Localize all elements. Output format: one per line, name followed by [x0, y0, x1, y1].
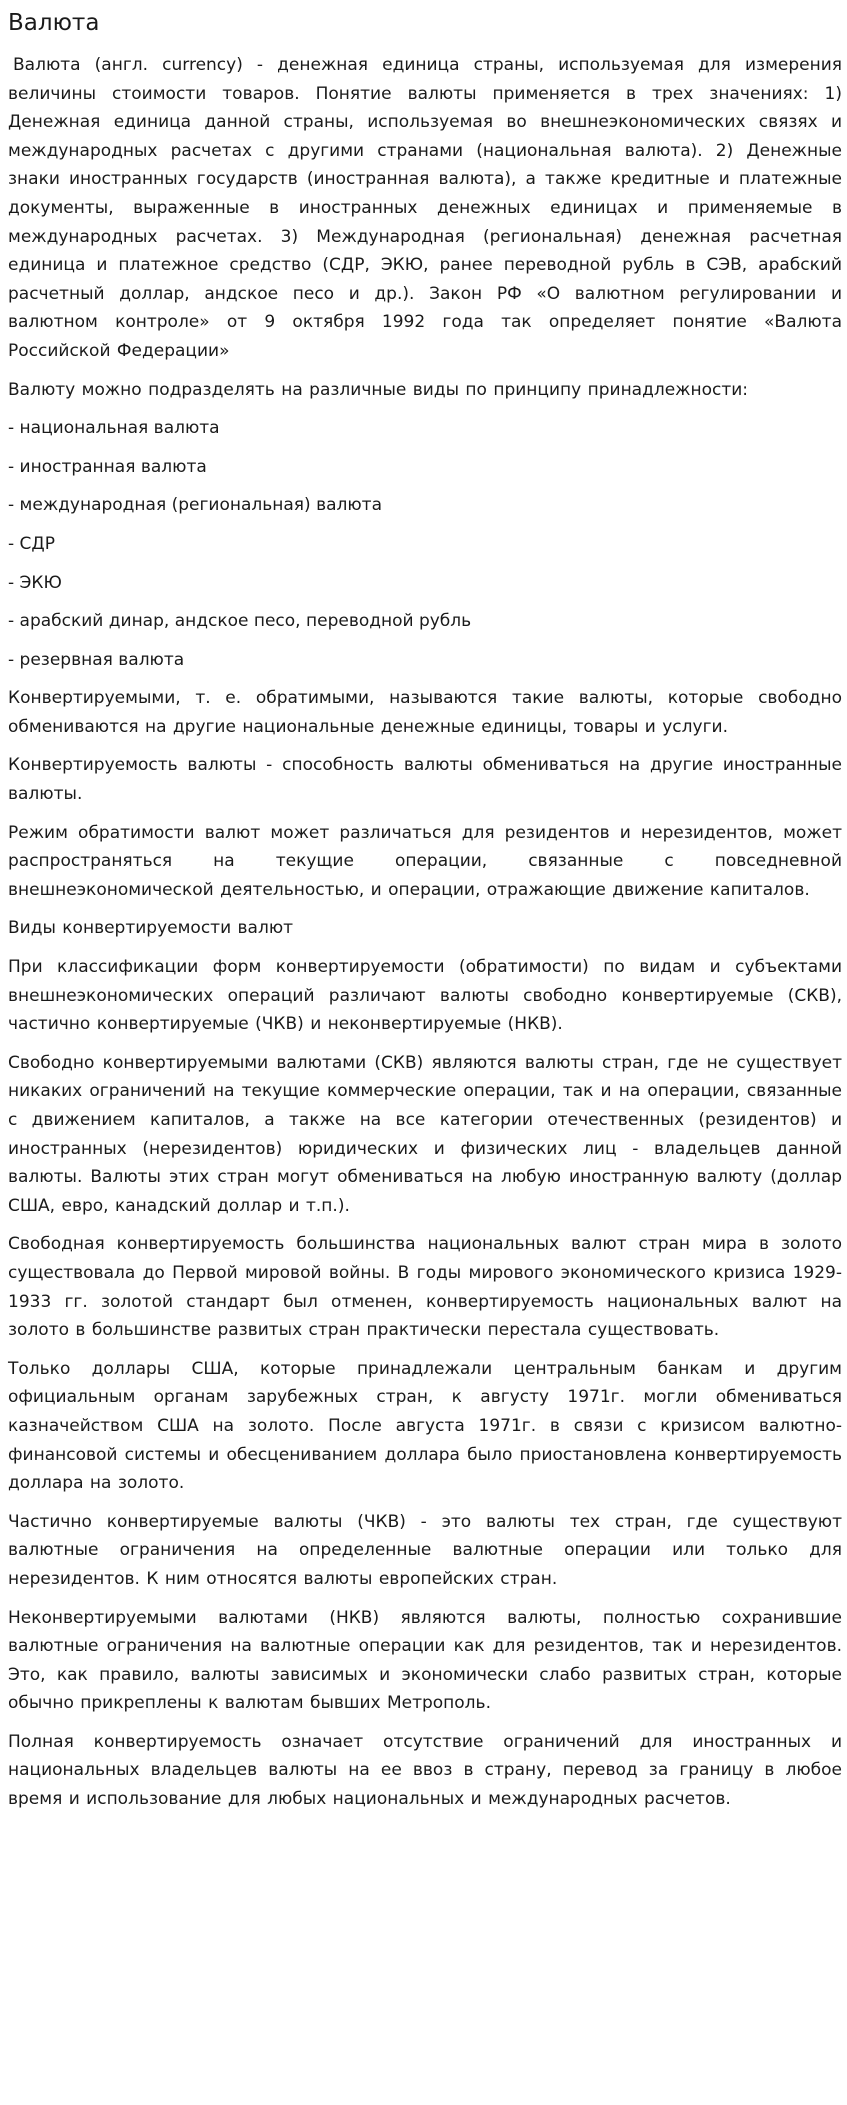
usd-paragraph: Только доллары США, которые принадлежали центральным банкам и другим официальным органам зарубежных стран, к августу 1971г. могли обмениваться казначейством США на золото. После августа 1971г. в связи с кризисом валютно-финансовой системы и обесцениванием доллара было приостановлена конвертируемость доллара на золото. [8, 1358, 842, 1494]
convertibility-definition-paragraph: Конвертируемость валюты - способность валюты обмениваться на другие иностранные валюты. [8, 755, 842, 805]
list-item: - иностранная валюта [8, 456, 207, 477]
list-item: - арабский динар, андское песо, переводной рубль [8, 611, 472, 632]
list-item: - резервная валюта [8, 649, 185, 670]
gold-paragraph: Свободная конвертируемость большинства национальных валют стран мира в золото существовала до Первой мировой войны. В годы мирового экономического кризиса 1929-1933 гг. золотой стандарт был отменен, конвертируемость национальных валют на золото в большинстве развитых стран практически перестала существовать. [8, 1234, 842, 1341]
convertible-definition-paragraph: Конвертируемыми, т. е. обратимыми, называются такие валюты, которые свободно обмениваются на другие национальные денежные единицы, товары и услуги. [8, 688, 842, 737]
list-item: - международная (региональная) валюта [8, 495, 382, 516]
page-title: Валюта [8, 10, 100, 36]
skv-paragraph: Свободно конвертируемыми валютами (СКВ) являются валюты стран, где не существует никаких ограничений на текущие коммерческие операции, так и на операции, связанные с движением капиталов, а также на все категории отечественных (резидентов) и иностранных (нерезидентов) юридических и физических лиц - владельцев данной валюты. Валюты этих стран могут обмениваться на любую иностранную валюту (доллар США, евро, канадский доллар и т.п.). [8, 1052, 842, 1216]
classification-intro-paragraph: Валюту можно подразделять на различные виды по принципу принадлежности: [8, 379, 749, 400]
intro-paragraph: Валюта (англ. currency) - денежная единица страны, используемая для измерения величины стоимости товаров. Понятие валюты применяется в трех значениях: 1) Денежная единица данной страны, используемая во внешнеэкономических связях и международных расчетах с другими странами (национальная валюта). 2) Денежные знаки иностранных государств (иностранная валюта), а также кредитные и платежные документы, выраженные в иностранных денежных единицах и применяемые в международных расчетах. 3) Международная (региональная) денежная расчетная единица и платежное средство (СДР, ЭКЮ, ранее переводной рубль в СЭВ, арабский расчетный доллар, андское песо и др.). Закон РФ «О валютном регулировании и валютном контроле» от 9 октября 1992 года так определяет понятие «Валюта Российской Федерации» [8, 55, 842, 361]
currency-types-list [8, 414, 842, 674]
nkv-paragraph: Неконвертируемыми валютами (НКВ) являются валюты, полностью сохранившие валютные ограничения на валютные операции как для резидентов, так и нерезидентов. Это, как правило, валюты зависимых и экономически слабо развитых стран, которые обычно прикреплены к валютам бывших Метрополь. [8, 1607, 842, 1714]
section-heading: Виды конвертируемости валют [8, 918, 294, 939]
regime-paragraph: Режим обратимости валют может различаться для резидентов и нерезидентов, может распространяться на текущие операции, связанные с повседневной внешнеэкономической деятельностью, и операции, отражающие движение капиталов. [8, 822, 842, 900]
list-item: - национальная валюта [8, 418, 220, 439]
list-item: - ЭКЮ [8, 572, 62, 593]
full-convertibility-paragraph: Полная конвертируемость означает отсутствие ограничений для иностранных и национальных владельцев валюты на ее ввоз в страну, перевод за границу в любое время и использование для любых национальных и международных расчетов. [8, 1731, 842, 1810]
chkv-paragraph: Частично конвертируемые валюты (ЧКВ) - это валюты тех стран, где существуют валютные ограничения на определенные валютные операции или только для нерезидентов. К ним относятся валюты европейских стран. [8, 1511, 842, 1589]
classification-paragraph: При классификации форм конвертируемости (обратимости) по видам и субъектами внешнеэкономических операций различают валюты свободно конвертируемые (СКВ), частично конвертируемые (ЧКВ) и неконвертируемые (НКВ). [8, 957, 842, 1035]
list-item: - СДР [8, 533, 55, 554]
